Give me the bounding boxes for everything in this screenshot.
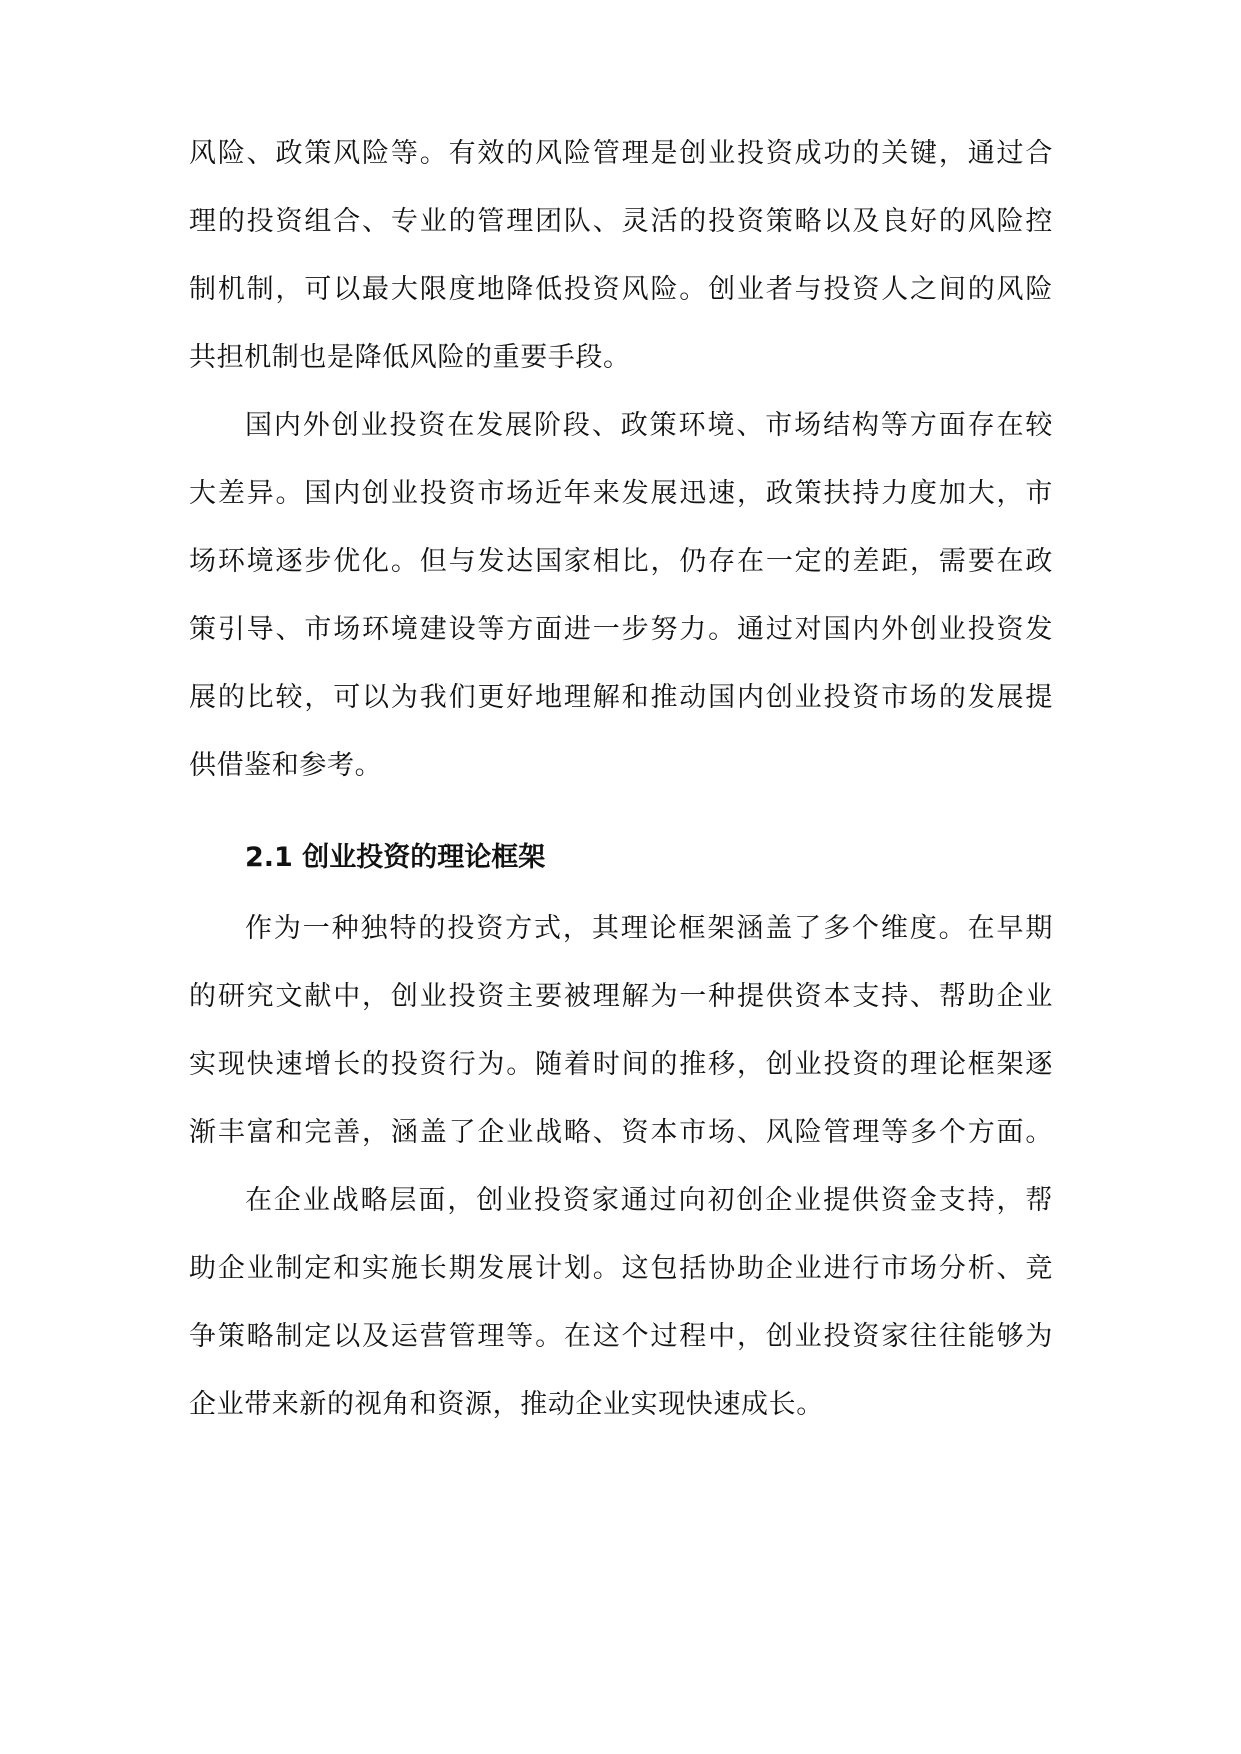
paragraph-4-line-1: 在企业战略层面，创业投资家通过向初创企业提供资金支持，帮 — [245, 1185, 1053, 1216]
paragraph-4-line-3: 争策略制定以及运营管理等。在这个过程中，创业投资家往往能够为 — [189, 1321, 1053, 1352]
paragraph-1-line-3: 制机制，可以最大限度地降低投资风险。创业者与投资人之间的风险 — [189, 274, 1053, 305]
paragraph-4-line-2: 助企业制定和实施长期发展计划。这包括协助企业进行市场分析、竞 — [189, 1253, 1053, 1284]
paragraph-3-line-1: 作为一种独特的投资方式，其理论框架涵盖了多个维度。在早期 — [245, 913, 1053, 944]
paragraph-2-line-1: 国内外创业投资在发展阶段、政策环境、市场结构等方面存在较 — [245, 410, 1053, 441]
paragraph-3-line-4: 渐丰富和完善，涵盖了企业战略、资本市场、风险管理等多个方面。 — [189, 1117, 1053, 1148]
paragraph-2-line-2: 大差异。国内创业投资市场近年来发展迅速，政策扶持力度加大，市 — [189, 478, 1053, 509]
paragraph-2-line-4: 策引导、市场环境建设等方面进一步努力。通过对国内外创业投资发 — [189, 614, 1053, 645]
paragraph-1-line-2: 理的投资组合、专业的管理团队、灵活的投资策略以及良好的风险控 — [189, 206, 1053, 237]
section-heading: 2.1 创业投资的理论框架 — [245, 842, 546, 873]
paragraph-1-line-1: 风险、政策风险等。有效的风险管理是创业投资成功的关键，通过合 — [189, 138, 1053, 169]
paragraph-3-line-3: 实现快速增长的投资行为。随着时间的推移，创业投资的理论框架逐 — [189, 1049, 1053, 1080]
paragraph-2-line-5: 展的比较，可以为我们更好地理解和推动国内创业投资市场的发展提 — [189, 682, 1053, 713]
paragraph-4-line-4: 企业带来新的视角和资源，推动企业实现快速成长。 — [189, 1389, 824, 1420]
paragraph-2-line-6: 供借鉴和参考。 — [189, 750, 383, 781]
paragraph-2-line-3: 场环境逐步优化。但与发达国家相比，仍存在一定的差距，需要在政 — [189, 546, 1053, 577]
paragraph-1-line-4: 共担机制也是降低风险的重要手段。 — [189, 342, 631, 373]
paragraph-3-line-2: 的研究文献中，创业投资主要被理解为一种提供资本支持、帮助企业 — [189, 981, 1053, 1012]
